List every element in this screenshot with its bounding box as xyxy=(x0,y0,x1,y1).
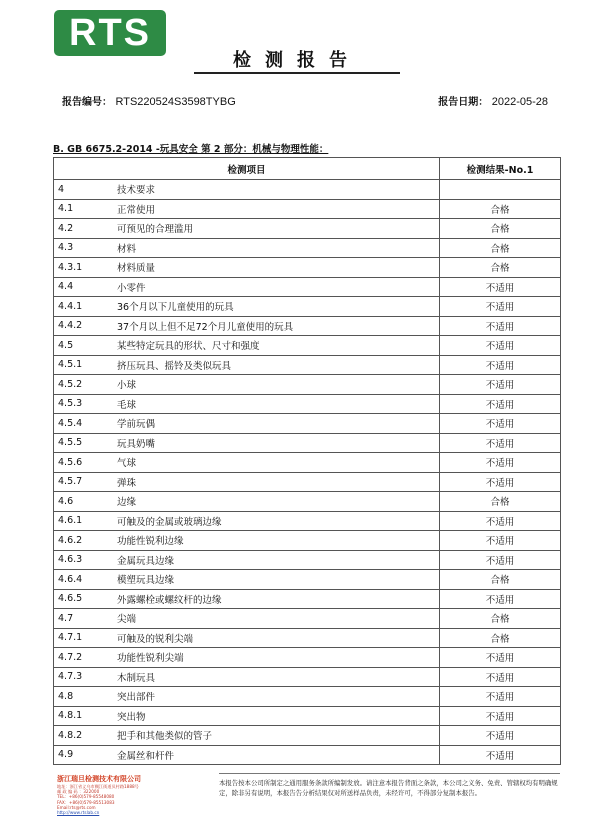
title-underline xyxy=(194,72,400,74)
item-name: 弹珠 xyxy=(117,477,137,489)
item-name: 气球 xyxy=(117,458,137,470)
rts-logo: RTS xyxy=(54,10,166,56)
item-cell xyxy=(54,667,440,687)
result-cell: 不适用 xyxy=(440,687,561,707)
table-row xyxy=(54,375,561,395)
result-cell: 不适用 xyxy=(440,550,561,570)
item-cell xyxy=(54,589,440,609)
item-code: 4.5.5 xyxy=(58,437,83,449)
footer-divider xyxy=(219,773,560,774)
item-code: 4.8 xyxy=(58,690,74,702)
item-name: 边缘 xyxy=(117,497,137,509)
contact-line: 邮 政 编 码 ：322000 xyxy=(57,789,100,795)
table-row xyxy=(54,492,561,512)
result-cell: 不适用 xyxy=(440,706,561,726)
item-name: 材料质量 xyxy=(117,263,156,275)
table-row xyxy=(54,609,561,629)
item-code: 4.2 xyxy=(58,222,74,234)
item-name: 小零件 xyxy=(117,282,146,294)
item-name: 木制玩具 xyxy=(117,672,156,684)
item-cell xyxy=(54,394,440,414)
item-cell xyxy=(54,316,440,336)
contact-line: FAX：+86(0)579-85513083 xyxy=(57,799,115,805)
result-cell: 合格 xyxy=(440,238,561,258)
report-date-value: 2022-05-28 xyxy=(491,96,548,108)
item-code: 4.4.2 xyxy=(58,320,83,332)
result-cell: 不适用 xyxy=(440,589,561,609)
item-cell xyxy=(54,726,440,746)
table-row xyxy=(54,667,561,687)
item-code: 4.5.7 xyxy=(58,476,83,488)
table-row xyxy=(54,589,561,609)
contact-line: TEL：+86(0)579-85548080 xyxy=(57,794,115,800)
report-date xyxy=(438,93,548,108)
item-code: 4.6 xyxy=(58,495,74,507)
table-row xyxy=(54,277,561,297)
item-name: 模塑玩具边缘 xyxy=(117,575,175,587)
item-name: 把手和其他类似的管子 xyxy=(117,731,213,743)
table-row xyxy=(54,472,561,492)
table-row xyxy=(54,297,561,317)
result-cell: 合格 xyxy=(440,199,561,219)
item-name: 外露螺栓或螺纹杆的边缘 xyxy=(117,594,222,606)
table-row xyxy=(54,238,561,258)
result-cell: 不适用 xyxy=(440,433,561,453)
result-cell: 合格 xyxy=(440,609,561,629)
item-code: 4.1 xyxy=(58,203,74,215)
table-row xyxy=(54,706,561,726)
table-row xyxy=(54,687,561,707)
result-cell: 不适用 xyxy=(440,336,561,356)
item-code: 4.7.1 xyxy=(58,632,83,644)
item-name: 突出物 xyxy=(117,711,146,723)
table-row xyxy=(54,453,561,473)
item-name: 正常使用 xyxy=(117,204,156,216)
table-row xyxy=(54,550,561,570)
table-row xyxy=(54,511,561,531)
item-code: 4.5.6 xyxy=(58,456,83,468)
item-code: 4.5.2 xyxy=(58,378,83,390)
item-cell xyxy=(54,453,440,473)
result-cell: 不适用 xyxy=(440,745,561,765)
table-row xyxy=(54,745,561,765)
item-code: 4.6.5 xyxy=(58,593,83,605)
item-code: 4.4.1 xyxy=(58,300,83,312)
report-number-value: RTS220524S3598TYBG xyxy=(115,96,236,108)
item-name: 某些特定玩具的形状、尺寸和强度 xyxy=(117,341,260,353)
item-cell xyxy=(54,355,440,375)
item-cell xyxy=(54,219,440,239)
item-cell xyxy=(54,706,440,726)
result-cell: 不适用 xyxy=(440,511,561,531)
result-cell: 不适用 xyxy=(440,355,561,375)
result-cell: 不适用 xyxy=(440,472,561,492)
item-cell xyxy=(54,336,440,356)
result-cell: 不适用 xyxy=(440,316,561,336)
item-cell xyxy=(54,511,440,531)
table-body xyxy=(54,180,561,765)
result-cell: 合格 xyxy=(440,258,561,278)
col-header-result: 检测结果-No.1 xyxy=(440,158,561,180)
item-name: 37个月以上但不足72个月儿童使用的玩具 xyxy=(117,321,294,333)
contact-line: 地址：浙江省义乌市稠江街道贝村路1888号 xyxy=(57,784,139,789)
table-row xyxy=(54,355,561,375)
table-row xyxy=(54,394,561,414)
result-cell: 合格 xyxy=(440,570,561,590)
result-cell: 不适用 xyxy=(440,667,561,687)
item-code: 4.6.2 xyxy=(58,534,83,546)
report-number xyxy=(62,93,236,108)
report-date-label: 报告日期： xyxy=(438,97,489,108)
contact-line: Email:rts@rts.com xyxy=(57,804,96,810)
result-cell: 不适用 xyxy=(440,375,561,395)
table-row xyxy=(54,433,561,453)
item-name: 挤压玩具、摇铃及类似玩具 xyxy=(117,360,232,372)
report-number-label: 报告编号： xyxy=(62,97,112,108)
item-code: 4.4 xyxy=(58,281,74,293)
item-cell xyxy=(54,628,440,648)
table-row xyxy=(54,258,561,278)
item-code: 4.6.4 xyxy=(58,573,83,585)
item-cell xyxy=(54,648,440,668)
result-cell: 合格 xyxy=(440,628,561,648)
item-name: 可预见的合理滥用 xyxy=(117,224,194,236)
item-name: 技术要求 xyxy=(117,185,156,197)
item-code: 4.5.4 xyxy=(58,417,83,429)
item-name: 金属丝和杆件 xyxy=(117,750,175,762)
item-cell xyxy=(54,297,440,317)
item-code: 4.6.1 xyxy=(58,515,83,527)
result-cell xyxy=(440,180,561,200)
item-code: 4.6.3 xyxy=(58,554,83,566)
item-name: 突出部件 xyxy=(117,692,156,704)
table-row xyxy=(54,628,561,648)
col-header-item: 检测项目 xyxy=(54,158,440,180)
result-cell: 不适用 xyxy=(440,726,561,746)
item-name: 材料 xyxy=(117,243,137,255)
item-name: 功能性锐利边缘 xyxy=(117,536,184,548)
table-row xyxy=(54,316,561,336)
item-cell xyxy=(54,687,440,707)
table-row xyxy=(54,531,561,551)
item-cell xyxy=(54,199,440,219)
item-cell xyxy=(54,492,440,512)
result-cell: 不适用 xyxy=(440,531,561,551)
website-link[interactable]: http://www.rtslab.cn xyxy=(57,810,100,816)
item-code: 4.5.1 xyxy=(58,359,83,371)
table-row xyxy=(54,414,561,434)
item-cell xyxy=(54,375,440,395)
result-cell: 不适用 xyxy=(440,277,561,297)
section-title: B. GB 6675.2-2014 -玩具安全 第 2 部分：机械与物理性能： xyxy=(53,144,329,155)
item-code: 4.7 xyxy=(58,612,74,624)
item-name: 可触及的金属或玻璃边缘 xyxy=(117,516,222,528)
item-code: 4.3 xyxy=(58,242,74,254)
item-name: 毛球 xyxy=(117,399,137,411)
page-title: 检测报告 xyxy=(233,50,361,71)
table-row xyxy=(54,726,561,746)
result-cell: 合格 xyxy=(440,219,561,239)
item-cell xyxy=(54,531,440,551)
table-row xyxy=(54,199,561,219)
item-code: 4.3.1 xyxy=(58,261,83,273)
item-code: 4.7.3 xyxy=(58,671,83,683)
item-name: 学前玩偶 xyxy=(117,419,156,431)
item-name: 功能性锐利尖端 xyxy=(117,653,184,665)
company-name: 浙江瑞旦检测技术有限公司 xyxy=(57,775,141,783)
result-cell: 不适用 xyxy=(440,297,561,317)
item-cell xyxy=(54,414,440,434)
result-cell: 合格 xyxy=(440,492,561,512)
result-cell: 不适用 xyxy=(440,648,561,668)
item-cell xyxy=(54,570,440,590)
item-code: 4 xyxy=(58,183,65,195)
company-contact xyxy=(57,774,187,815)
result-cell: 不适用 xyxy=(440,414,561,434)
table-row xyxy=(54,570,561,590)
item-code: 4.8.1 xyxy=(58,710,83,722)
item-code: 4.5.3 xyxy=(58,398,83,410)
item-cell xyxy=(54,258,440,278)
table-header-row xyxy=(54,158,561,180)
item-cell xyxy=(54,238,440,258)
result-cell: 不适用 xyxy=(440,394,561,414)
item-name: 小球 xyxy=(117,380,137,392)
table-row xyxy=(54,336,561,356)
item-name: 可触及的锐利尖端 xyxy=(117,633,194,645)
table-row xyxy=(54,180,561,200)
item-code: 4.5 xyxy=(58,339,74,351)
table-row xyxy=(54,219,561,239)
item-cell xyxy=(54,745,440,765)
item-cell xyxy=(54,277,440,297)
item-name: 尖端 xyxy=(117,614,137,626)
item-name: 金属玩具边缘 xyxy=(117,555,175,567)
item-name: 36个月以下儿童使用的玩具 xyxy=(117,302,234,314)
item-cell xyxy=(54,472,440,492)
results-table xyxy=(53,157,561,765)
item-cell xyxy=(54,433,440,453)
footer-notice: 本报告按本公司所制定之通用服务条款所编制发放。请注意本报告背面之条款，本公司之义务、免责、管辖权均有明确规定，除非另有说明，本报告告分析结果仅对所送样品负责，未经许可，不得部分复制本报告。 xyxy=(219,779,558,797)
item-cell xyxy=(54,180,440,200)
item-code: 4.8.2 xyxy=(58,729,83,741)
item-code: 4.9 xyxy=(58,749,74,761)
item-name: 玩具奶嘴 xyxy=(117,438,156,450)
item-code: 4.7.2 xyxy=(58,651,83,663)
table-row xyxy=(54,648,561,668)
item-cell xyxy=(54,609,440,629)
item-cell xyxy=(54,550,440,570)
result-cell: 不适用 xyxy=(440,453,561,473)
